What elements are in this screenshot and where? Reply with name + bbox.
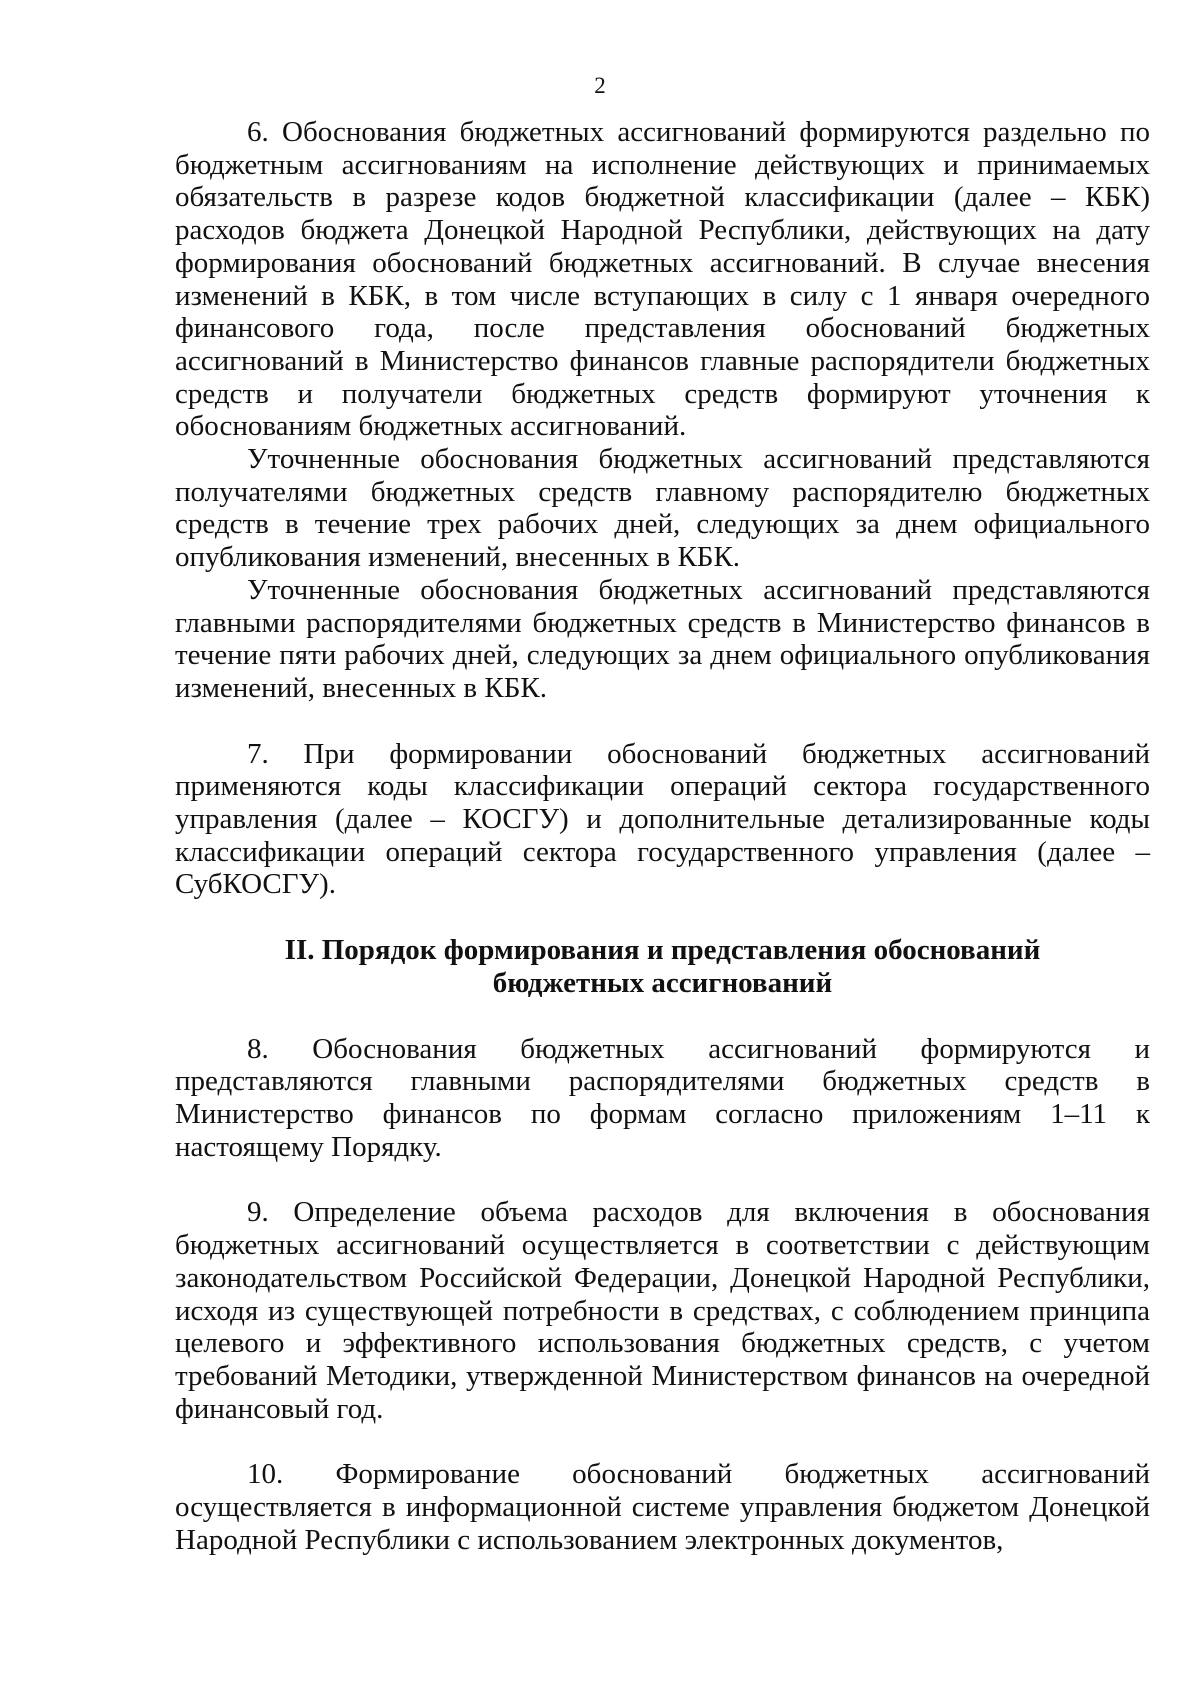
spacer <box>175 1163 1150 1196</box>
document-body <box>175 116 1150 1556</box>
section-title-line-1: II. Порядок формирования и представления обоснований <box>284 934 1041 967</box>
page-number: 2 <box>594 73 606 98</box>
spacer <box>175 705 1150 738</box>
section-title-line-2: бюджетных ассигнований <box>492 966 833 999</box>
spacer <box>175 901 1150 934</box>
section-title <box>175 934 1150 999</box>
spacer <box>175 1000 1150 1033</box>
paragraph-6-clarification-recipients: Уточненные обоснования бюджетных ассигнований представляются получателями бюджетных средств главному распорядителю бюджетных средств в течение трех рабочих дней, следующих за днем официального опубликования изменений, внесенных в КБК. <box>175 443 1150 574</box>
paragraph-7: 7. При формировании обоснований бюджетных ассигнований применяются коды классификации операций сектора государственного управления (далее – КОСГУ) и дополнительные детализированные коды классификации операций сектора государственного управления (далее – СубКОСГУ). <box>175 737 1150 901</box>
paragraph-6-clarification-managers: Уточненные обоснования бюджетных ассигнований представляются главными распорядителями бюджетных средств в Министерство финансов в течение пяти рабочих дней, следующих за днем официального опубликования изменений, внесенных в КБК. <box>175 573 1150 704</box>
paragraph-10: 10. Формирование обоснований бюджетных ассигнований осуществляется в информационной системе управления бюджетом Донецкой Народной Республики с использованием электронных документов, <box>175 1458 1150 1556</box>
spacer <box>175 1425 1150 1458</box>
paragraph-8: 8. Обоснования бюджетных ассигнований формируются и представляются главными распорядителями бюджетных средств в Министерство финансов по формам согласно приложениям 1–11 к настоящему Порядку. <box>175 1032 1150 1163</box>
paragraph-6: 6. Обоснования бюджетных ассигнований формируются раздельно по бюджетным ассигнованиям на исполнение действующих и принимаемых обязательств в разрезе кодов бюджетной классификации (далее – КБК) расходов бюджета Донецкой Народной Республики, действующих на дату формирования обоснований бюджетных ассигнований. В случае внесения изменений в КБК, в том числе вступающих в силу с 1 января очередного финансового года, после представления обоснований бюджетных ассигнований в Министерство финансов главные распорядители бюджетных средств и получатели бюджетных средств формируют уточнения к обоснованиям бюджетных ассигнований. <box>175 116 1150 443</box>
paragraph-9: 9. Определение объема расходов для включения в обоснования бюджетных ассигнований осуществляется в соответствии с действующим законодательством Российской Федерации, Донецкой Народной Республики, исходя из существующей потребности в средствах, с соблюдением принципа целевого и эффективного использования бюджетных средств, с учетом требований Методики, утвержденной Министерством финансов на очередной финансовый год. <box>175 1196 1150 1425</box>
